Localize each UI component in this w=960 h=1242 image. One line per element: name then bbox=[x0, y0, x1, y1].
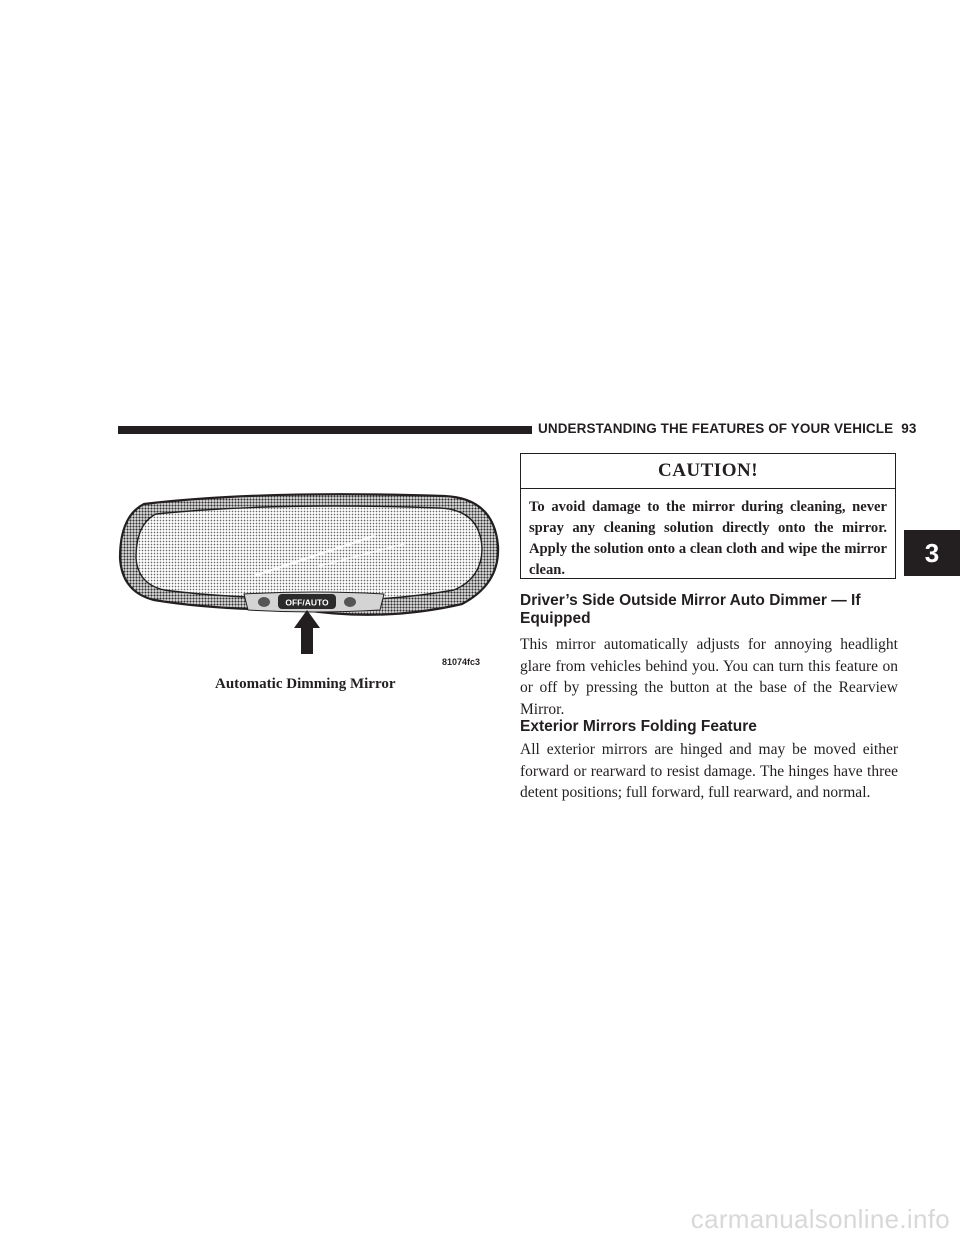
light-sensor-icon bbox=[344, 597, 356, 607]
watermark: carmanualsonline.info bbox=[690, 1204, 950, 1234]
paragraph-auto-dimmer: This mirror automatically adjusts for annoying headlight glare from vehicles behind you. You can turn this feature on or off by pressing the button at the base of the Rearview Mirror. bbox=[520, 636, 898, 718]
off-auto-button-label: OFF/AUTO bbox=[285, 597, 329, 608]
figure-dimming-mirror bbox=[114, 486, 500, 672]
mirror-control-strip bbox=[244, 592, 384, 612]
paragraph-folding-feature: All exterior mirrors are hinged and may be moved either forward or rearward to resist damage. The hinges have three detent positions; full forward, full rearward, and normal. bbox=[520, 741, 898, 802]
page-number: 93 bbox=[901, 421, 917, 436]
caution-title: CAUTION! bbox=[521, 454, 895, 489]
mirror-glass bbox=[136, 506, 482, 600]
figure-caption: Automatic Dimming Mirror bbox=[215, 676, 396, 692]
rearview-mirror-illustration bbox=[114, 486, 500, 672]
caution-text: To avoid damage to the mirror during cleaning, never spray any cleaning solution directly onto the mirror. Apply the solution onto a clean cloth and wipe the mirror clean. bbox=[529, 499, 887, 578]
chapter-tab: 3 bbox=[904, 530, 960, 576]
figure-code: 81074fc3 bbox=[442, 657, 481, 667]
caution-box bbox=[520, 453, 896, 579]
light-sensor-icon bbox=[258, 597, 270, 607]
heading-auto-dimmer: Driver’s Side Outside Mirror Auto Dimmer — If Equipped bbox=[520, 592, 861, 627]
running-header bbox=[538, 421, 916, 436]
header-rule bbox=[118, 426, 532, 434]
arrow-up-icon bbox=[294, 610, 320, 654]
heading-folding-feature: Exterior Mirrors Folding Feature bbox=[520, 718, 757, 735]
section-title: UNDERSTANDING THE FEATURES OF YOUR VEHICLE bbox=[538, 421, 894, 436]
